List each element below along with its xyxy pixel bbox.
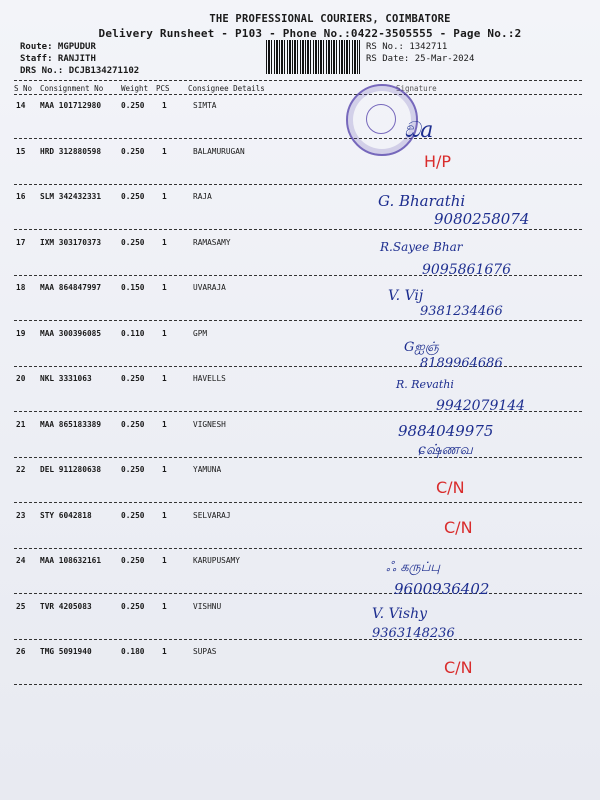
signature-row19: Gஐஞ் <box>404 340 439 355</box>
row-sno: 15 <box>16 146 26 156</box>
row-consignee: SIMTA <box>193 101 217 110</box>
staff-label: Staff: RANJITH <box>20 54 96 64</box>
row-sno: 22 <box>16 465 26 474</box>
row-divider <box>14 502 582 503</box>
phone-row18: 9381234466 <box>420 304 503 319</box>
signature-row24: ஃ கருப்பு <box>386 560 441 575</box>
row-divider <box>14 138 582 139</box>
row-divider <box>14 548 582 549</box>
row-weight: 0.250 <box>121 237 145 247</box>
row-consignee: SUPAS <box>193 647 217 656</box>
rs-number: RS No.: 1342711 <box>366 42 448 52</box>
header-rule-top <box>14 80 582 81</box>
row-sno: 25 <box>16 601 26 611</box>
row-consignee: YAMUNA <box>193 465 222 474</box>
row-pcs: 1 <box>162 601 167 611</box>
row-sno: 19 <box>16 328 26 338</box>
col-consignee: Consignee Details <box>188 84 265 93</box>
row-pcs: 1 <box>162 101 167 110</box>
row-consignment: SLM 342432331 <box>40 192 102 201</box>
row-consignment: DEL 911280638 <box>40 465 102 474</box>
row-pcs: 1 <box>162 465 167 474</box>
phone-row24: 9600936402 <box>394 580 490 598</box>
row-sno: 26 <box>16 647 26 656</box>
row-pcs: 1 <box>162 647 167 656</box>
row-weight: 0.250 <box>121 192 145 201</box>
signature-row18: V. Vij <box>388 288 424 304</box>
col-pcs: PCS <box>156 84 170 93</box>
row-weight: 0.250 <box>121 556 145 565</box>
row-weight: 0.250 <box>121 101 145 110</box>
route-label: Route: MGPUDUR <box>20 42 96 52</box>
row-consignment: IXM 303170373 <box>40 237 102 247</box>
row-consignee: RAJA <box>193 192 212 201</box>
signature-row20: R. Revathi <box>396 378 454 391</box>
row-divider <box>14 320 582 321</box>
row-consignment: NKL 3331063 <box>40 374 92 383</box>
signature-row17: R.Sayee Bhar <box>380 240 463 254</box>
row-consignee: GPM <box>193 328 208 338</box>
phone-row20: 9942079144 <box>436 398 526 414</box>
phone-row16: 9080258074 <box>434 210 530 228</box>
row-pcs: 1 <box>162 374 167 383</box>
row-divider <box>14 684 582 685</box>
col-weight: Weight <box>121 84 149 93</box>
row-consignment: TMG 5091940 <box>40 647 92 656</box>
row-weight: 0.250 <box>121 146 145 156</box>
company-title: THE PROFESSIONAL COURIERS, COIMBATORE <box>209 13 451 25</box>
row-consignment: STY 6042818 <box>40 510 92 520</box>
row-weight: 0.180 <box>121 647 145 656</box>
mark-row22: C/N <box>436 478 465 497</box>
row-pcs: 1 <box>162 328 167 338</box>
barcode <box>266 40 360 74</box>
row-sno: 16 <box>16 192 26 201</box>
col-consignment: Consignment No <box>40 84 104 93</box>
row-consignment: MAA 864847997 <box>40 283 102 292</box>
row-consignee: SELVARAJ <box>193 510 231 520</box>
mark-row23: C/N <box>444 518 473 537</box>
row-divider <box>14 639 582 640</box>
row-sno: 14 <box>16 101 26 110</box>
signature-row21: ɕஷ்ணவ <box>418 442 473 458</box>
row-weight: 0.250 <box>121 601 145 611</box>
phone-row19: 8189964686 <box>420 356 503 371</box>
phone-row17: 9095861676 <box>422 262 512 278</box>
row-divider <box>14 457 582 458</box>
row-pcs: 1 <box>162 283 167 292</box>
row-consignment: TVR 4205083 <box>40 601 92 611</box>
row-divider <box>14 184 582 185</box>
row-weight: 0.250 <box>121 374 145 383</box>
row-weight: 0.250 <box>121 510 145 520</box>
row-consignee: RAMASAMY <box>193 237 231 247</box>
row-sno: 17 <box>16 237 26 247</box>
row-consignee: KARUPUSAMY <box>193 556 240 565</box>
header-rule-bottom <box>14 94 582 95</box>
row-consignee: VIGNESH <box>193 419 226 429</box>
row-pcs: 1 <box>162 146 167 156</box>
row-consignee: UVARAJA <box>193 283 226 292</box>
row-consignment: HRD 312880598 <box>40 146 102 156</box>
row-weight: 0.150 <box>121 283 145 292</box>
row-sno: 18 <box>16 283 26 292</box>
signature-row16: G. Bharathi <box>378 192 466 210</box>
signature-row25: V. Vishy <box>372 606 428 622</box>
row-consignment: MAA 101712980 <box>40 101 102 110</box>
row-consignment: MAA 108632161 <box>40 556 102 565</box>
drs-number: DRS No.: DCJB134271102 <box>20 66 140 76</box>
rs-date: RS Date: 25-Mar-2024 <box>366 54 475 64</box>
row-consignee: BALAMURUGAN <box>193 146 245 156</box>
row-weight: 0.110 <box>121 328 145 338</box>
row-sno: 23 <box>16 510 26 520</box>
mark-row15: H/P <box>424 152 452 171</box>
row-consignment: MAA 300396085 <box>40 328 102 338</box>
phone-row25: 9363148236 <box>372 626 455 641</box>
row-pcs: 1 <box>162 419 167 429</box>
col-sno: S No <box>14 84 33 93</box>
row-weight: 0.250 <box>121 419 145 429</box>
row-sno: 20 <box>16 374 26 383</box>
row-consignee: VISHNU <box>193 601 222 611</box>
row-weight: 0.250 <box>121 465 145 474</box>
row-pcs: 1 <box>162 237 167 247</box>
row-sno: 21 <box>16 419 26 429</box>
mark-row26: C/N <box>444 658 473 677</box>
phone-row21: 9884049975 <box>398 422 494 440</box>
row-sno: 24 <box>16 556 26 565</box>
row-pcs: 1 <box>162 192 167 201</box>
row-divider <box>14 229 582 230</box>
runsheet-subtitle: Delivery Runsheet - P103 - Phone No.:0422-3505555 - Page No.:2 <box>98 27 522 40</box>
row-divider <box>14 593 582 594</box>
row-consignment: MAA 865183389 <box>40 419 102 429</box>
row-pcs: 1 <box>162 556 167 565</box>
col-signature: Signature <box>396 84 437 93</box>
row-pcs: 1 <box>162 510 167 520</box>
row-consignee: HAVELLS <box>193 374 226 383</box>
signature-row14: ඞa <box>404 118 434 143</box>
